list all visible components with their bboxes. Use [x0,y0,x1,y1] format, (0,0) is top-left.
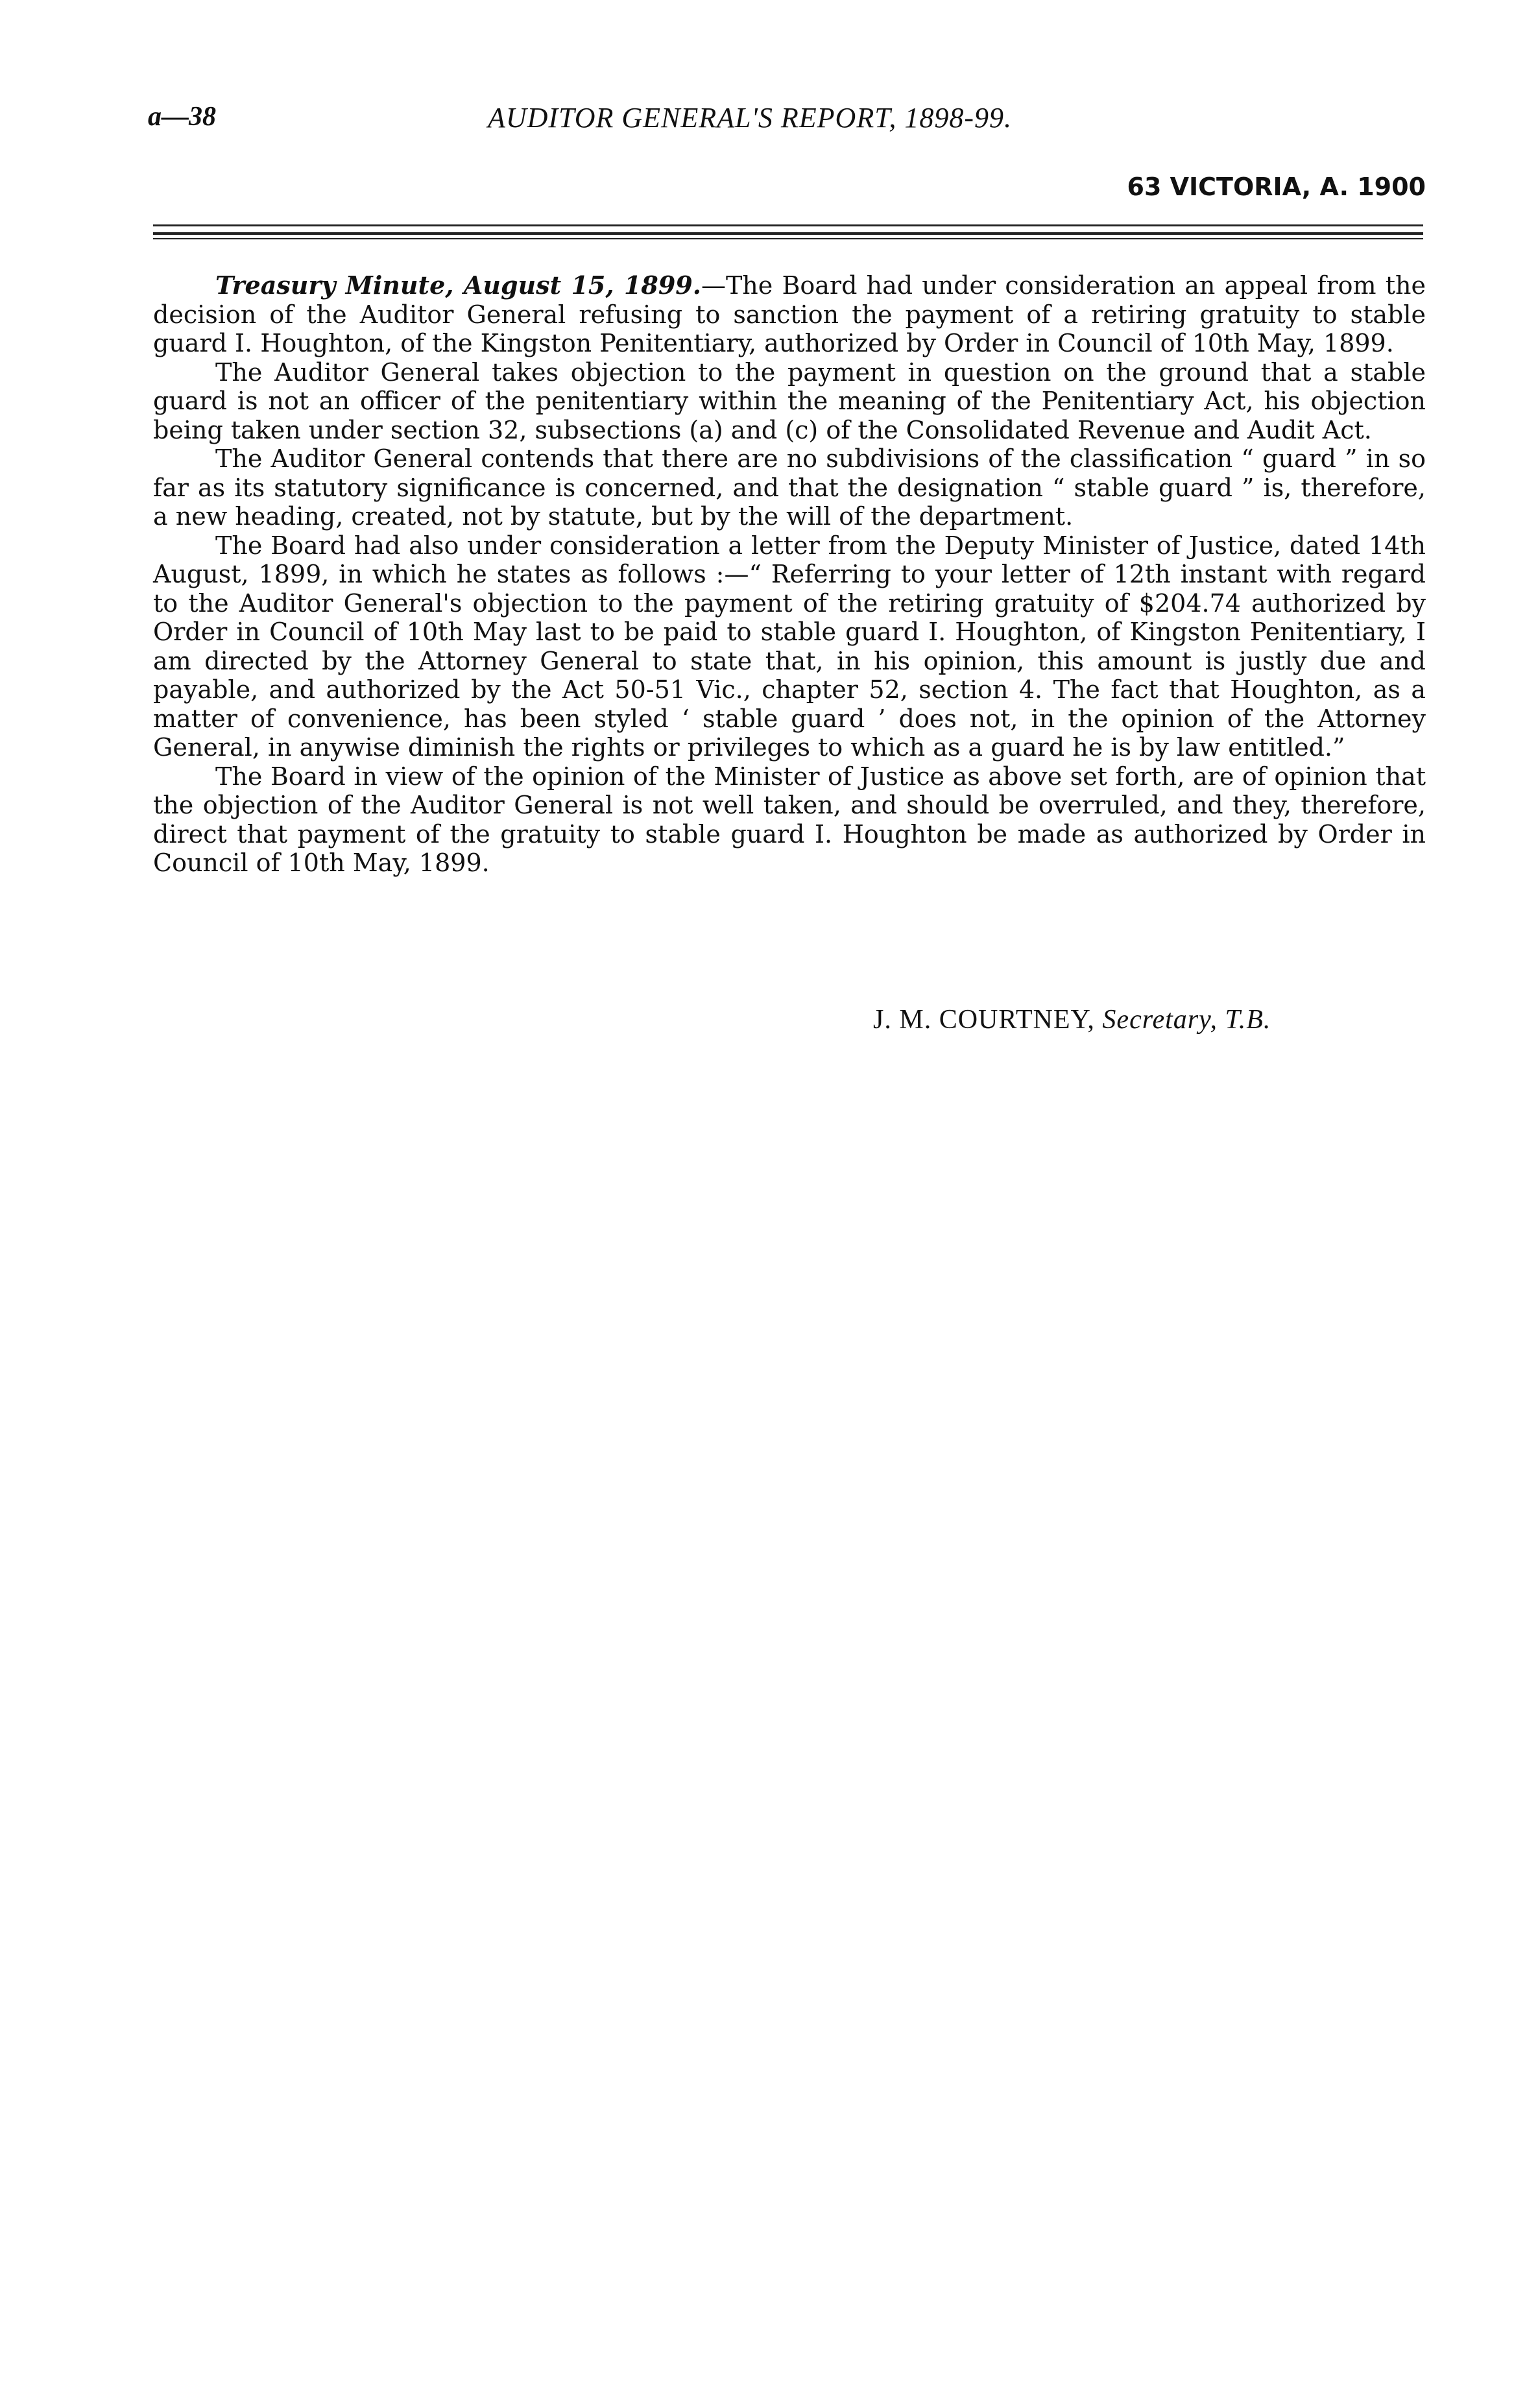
page-number: a—38 [148,102,216,132]
signature [873,1004,1271,1035]
header-rule [153,223,1423,240]
paragraph-objection [153,358,1426,445]
paragraph-contention [153,444,1426,531]
paragraph-text: The Board in view of the opinion of the Minister of Justice as above set forth, are of opinion that the objection of the Auditor General is not well taken, and should be overruled, and they, therefore, direct that payment of the gratuity to stable guard I. Houghton be made as authorized by Order in Council of 10th May, 1899. [153,762,1426,877]
running-title: AUDITOR GENERAL'S REPORT, 1898-99. [488,102,1013,134]
header-rule-line-middle [153,232,1423,235]
paragraph-treasury-minute [153,271,1426,358]
paragraph-justice-letter [153,531,1426,762]
header-rule-line-bottom [153,238,1423,239]
paragraph-decision [153,762,1426,878]
session-label: 63 VICTORIA, A. 1900 [1127,173,1426,201]
paragraph-text: The Auditor General takes objection to the payment in question on the ground that a stable guard is not an officer of the penitentiary within the meaning of the Penitentiary Act, his objection being taken under section 32, subsections (a) and (c) of the Consolidated Revenue and Audit Act. [153,357,1426,444]
header-rule-line-top [153,224,1423,226]
paragraph-text: —The Board had under consideration an appeal from the decision of the Auditor General refusing to sanction the payment of a retiring gratuity to stable guard I. Houghton, of the Kingston Penitentiary, authorized by Order in Council of 10th May, 1899. [153,271,1426,357]
paragraph-lead: Treasury Minute, August 15, 1899. [215,271,701,300]
paragraph-text: The Auditor General contends that there are no subdivisions of the classification “ guard ” in so far as its statutory significance is concerned, and that the designation “ stable guard ” is, therefore, a new heading, created, not by statute, but by the will of the department. [153,444,1426,531]
paragraph-text: The Board had also under consideration a letter from the Deputy Minister of Justice, dated 14th August, 1899, in which he states as follows :—“ Referring to your letter of 12th instant with regard to the Auditor General's objection to the payment of the retiring gratuity of $204.74 authorized by Order in Council of 10th May last to be paid to stable guard I. Houghton, of Kingston Penitentiary, I am directed by the Attorney General to state that, in his opinion, this amount is justly due and payable, and authorized by the Act 50-51 Vic., chapter 52, section 4. The fact that Houghton, as a matter of convenience, has been styled ‘ stable guard ’ does not, in the opinion of the Attorney General, in anywise diminish the rights or privileges to which as a guard he is by law entitled.” [153,531,1426,762]
signature-title: Secretary, T.B. [1102,1005,1271,1035]
signature-name: J. M. COURTNEY, [873,1005,1095,1035]
body-text [153,271,1426,878]
